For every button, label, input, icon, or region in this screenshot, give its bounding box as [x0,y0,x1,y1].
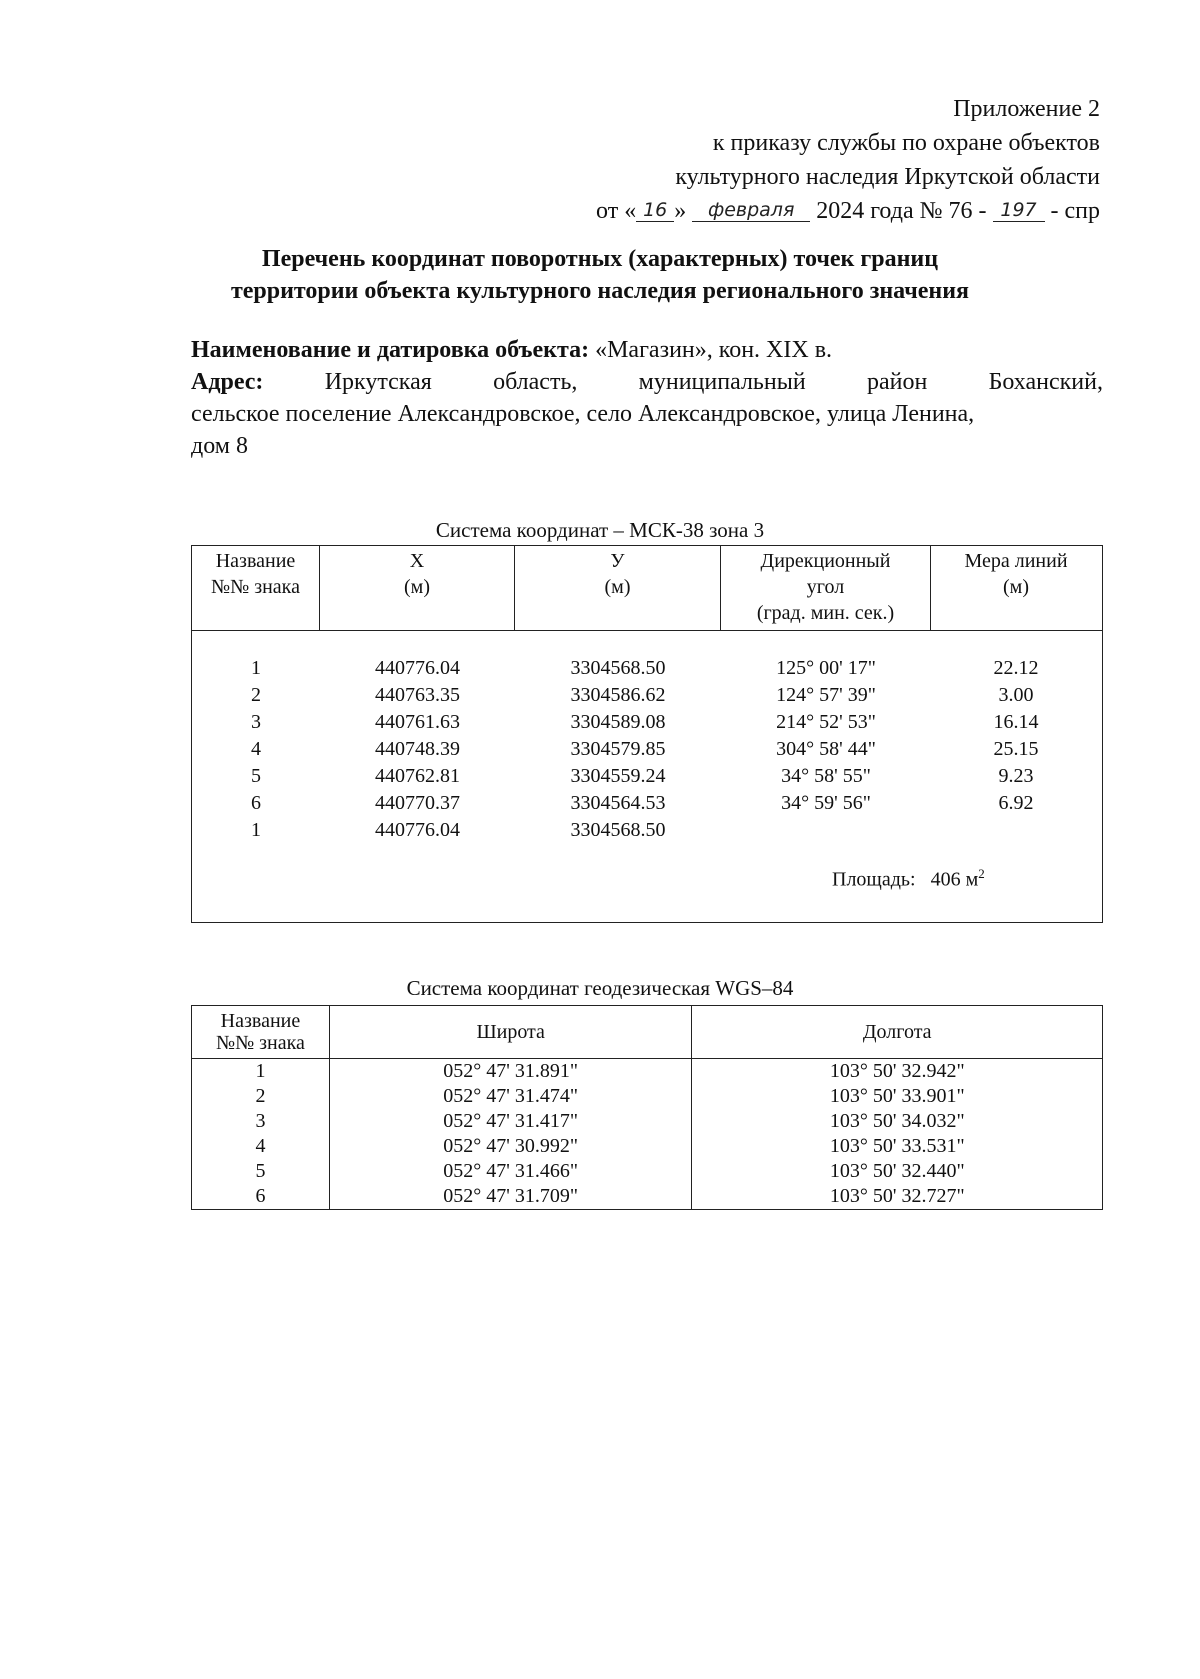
appendix-header [596,92,1100,228]
area-total [832,866,985,892]
table-row: 5 440762.81 3304559.24 34° 58' 55" 9.23 [251,765,1034,787]
area-unit-superscript: 2 [978,866,985,881]
date-prefix: от « [596,198,637,224]
table-row: 2 052° 47' 31.474" 103° 50' 33.901" [192,1084,1103,1109]
title-line-2: территории объекта культурного наследия регионального значения [230,278,970,304]
table-row: 4 052° 47' 30.992" 103° 50' 33.531" [192,1134,1103,1159]
wgs-table-header [192,1006,1103,1059]
msk-table-header [192,546,1102,631]
address-word: область, [493,369,578,395]
msk-caption: Система координат – МСК-38 зона 3 [435,518,765,542]
header-point-name: Название №№ знака [192,1006,330,1059]
address-word: Боханский, [988,369,1103,395]
appendix-date-line [596,194,1100,228]
area-value: 406 м [930,868,979,891]
header-point-name: Название №№ знака [192,546,320,630]
address-line-2: сельское поселение Александровское, село Александровское, улица Ленина, [191,401,975,427]
title-line-1: Перечень координат поворотных (характерных) точек границ [261,246,939,272]
address-word: Иркутская [324,369,432,395]
header-line-length: Мера линий (м) [964,550,1068,598]
object-name-value: «Магазин», кон. XIX в. [595,337,833,363]
table-row: 1 440776.04 3304568.50 125° 00' 17" 22.12 [251,657,1039,679]
header-latitude: Широта [329,1006,692,1059]
wgs-caption: Система координат геодезическая WGS–84 [406,976,794,1000]
table-row: 3 052° 47' 31.417" 103° 50' 34.032" [192,1109,1103,1134]
area-label: Площадь: [832,868,916,891]
table-row: 2 440763.35 3304586.62 124° 57' 39" 3.00 [251,684,1034,706]
table-row: 1 440776.04 3304568.50 [251,819,666,841]
document-title [100,243,1100,307]
header-direction-angle: Дирекционный угол (град. мин. сек.) [721,546,931,630]
date-year: 2024 года № 76 - [816,198,987,224]
appendix-title: Приложение 2 [953,96,1100,122]
wgs-coordinates-table [191,1005,1103,1210]
object-name-label: Наименование и датировка объекта: [191,337,590,363]
order-suffix: - спр [1050,198,1100,224]
object-info [191,334,1103,462]
address-label: Адрес: [191,369,264,395]
header-x: X (м) [320,546,515,630]
appendix-authority: культурного наследия Иркутской области [675,164,1100,190]
date-mid: » [674,198,687,224]
appendix-order-ref: к приказу службы по охране объектов [712,130,1100,156]
address-word: район [866,369,928,395]
table-row: 4 440748.39 3304579.85 304° 58' 44" 25.15 [251,738,1039,760]
msk-coordinates-table [191,545,1103,923]
address-line-3: дом 8 [191,433,248,459]
address-word: муниципальный [638,369,806,395]
table-row: 3 440761.63 3304589.08 214° 52' 53" 16.14 [251,711,1039,733]
address-line-1 [191,366,1103,398]
table-row: 6 052° 47' 31.709" 103° 50' 32.727" [192,1184,1103,1210]
table-row: 5 052° 47' 31.466" 103° 50' 32.440" [192,1159,1103,1184]
object-name-line [191,334,1103,366]
header-y: У (м) [515,546,721,630]
handwritten-month: февраля [692,199,810,222]
table-row: 1 052° 47' 31.891" 103° 50' 32.942" [192,1059,1103,1085]
handwritten-day: 16 [636,199,674,222]
header-longitude: Долгота [692,1006,1103,1059]
handwritten-order-number: 197 [993,199,1045,222]
table-row: 6 440770.37 3304564.53 34° 59' 56" 6.92 [251,792,1034,814]
